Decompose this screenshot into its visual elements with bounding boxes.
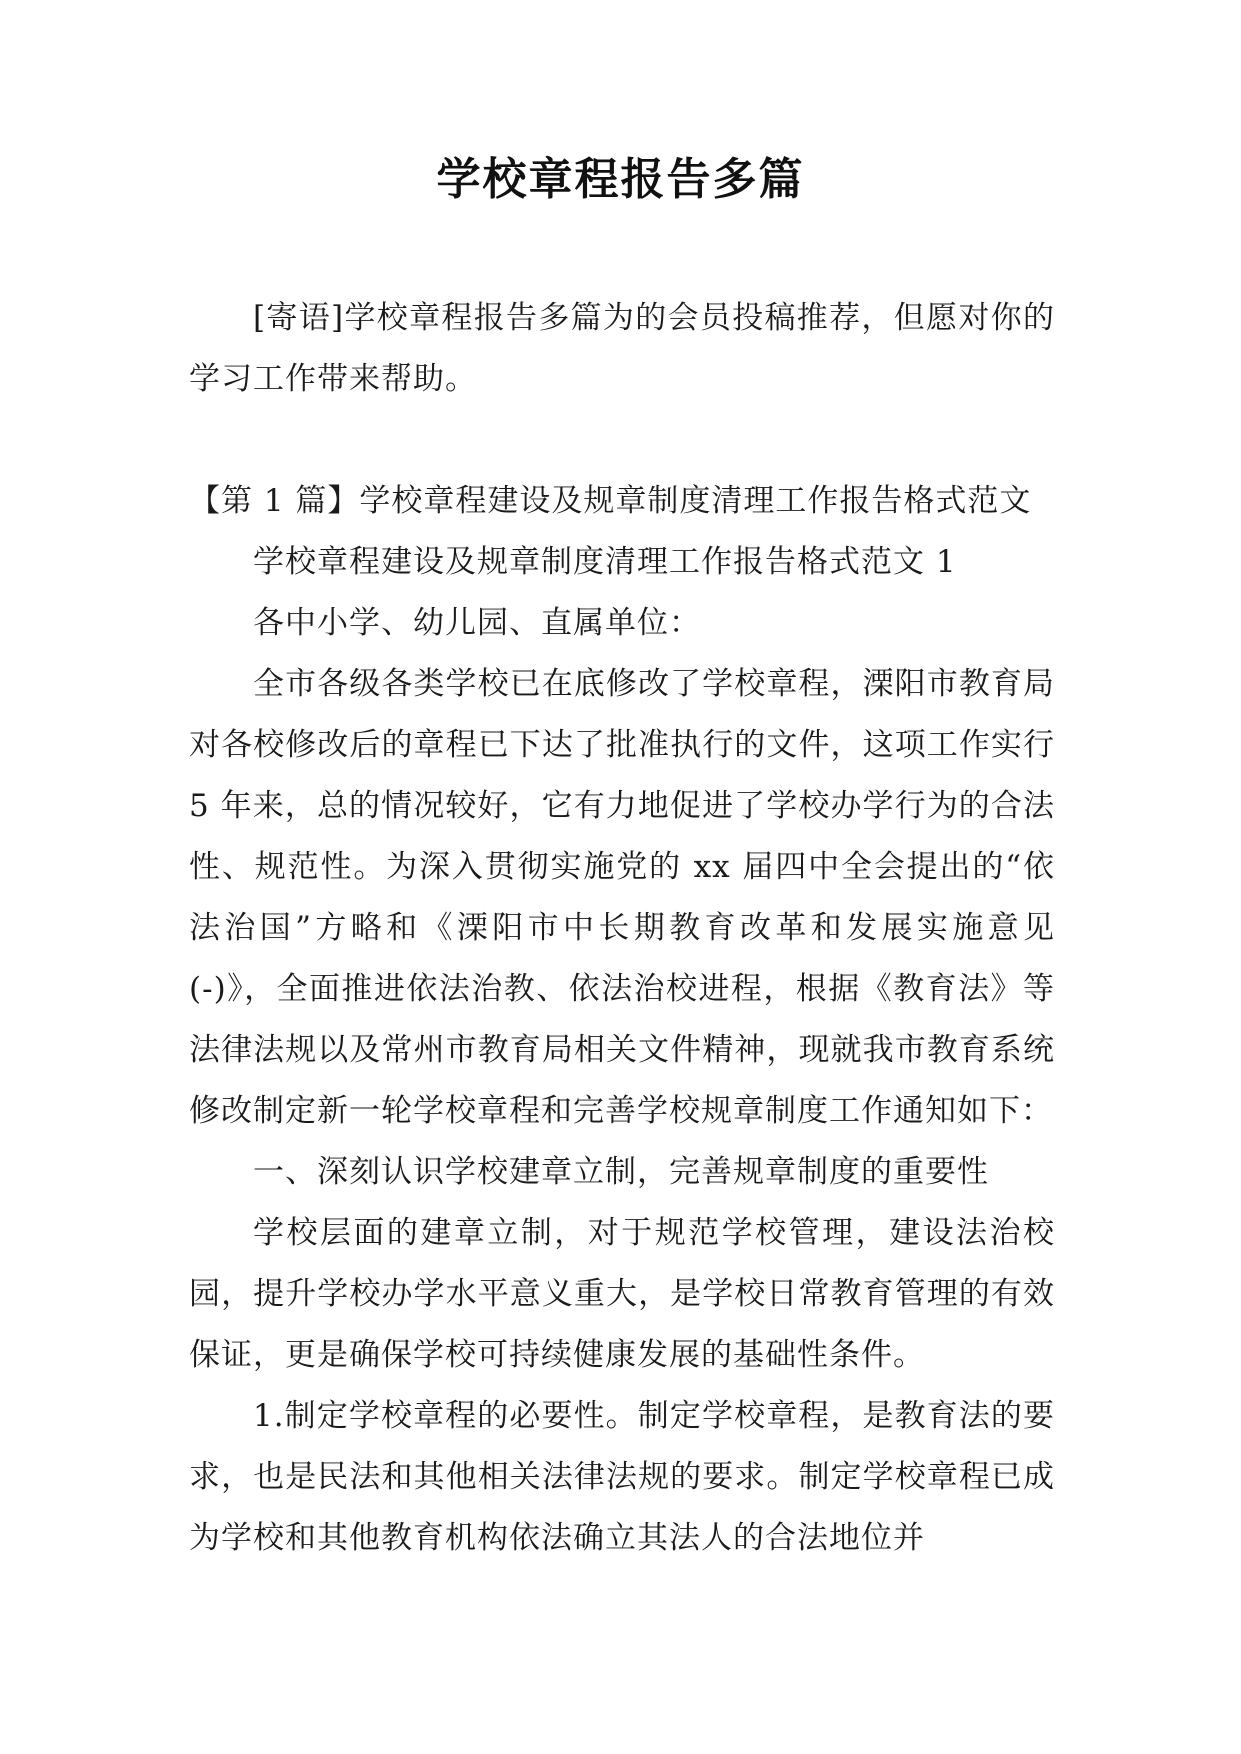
paragraph-body: 全市各级各类学校已在底修改了学校章程，溧阳市教育局对各校修改后的章程已下达了批准执行的文件，这项工作实行 5 年来，总的情况较好，它有力地促进了学校办学行为的合法性、规范性。为深入贯彻实施党的 xx 届四中全会提出的“依法治国”方略和《溧阳市中长期教育改革和发展实施意见(-)》，全面推进依法治教、依法治校进程，根据《教育法》等法律法规以及常州市教育局相关文件精神，现就我市教育系统修改制定新一轮学校章程和完善学校规章制度工作通知如下： bbox=[189, 666, 1055, 1129]
paragraph-subtitle: 学校章程建设及规章制度清理工作报告格式范文 1 bbox=[253, 544, 957, 580]
intro-paragraph: [寄语]学校章程报告多篇为的会员投稿推荐，但愿对你的学习工作带来帮助。 bbox=[189, 300, 1055, 397]
paragraph-addressee: 各中小学、幼儿园、直属单位： bbox=[253, 605, 701, 641]
document-title: 学校章程报告多篇 bbox=[436, 154, 805, 205]
paragraph-body: 学校层面的建章立制，对于规范学校管理，建设法治校园，提升学校办学水平意义重大，是学校日常教育管理的有效保证，更是确保学校可持续健康发展的基础性条件。 bbox=[189, 1215, 1055, 1373]
paragraph-heading-one: 一、深刻认识学校建章立制，完善规章制度的重要性 bbox=[253, 1154, 989, 1190]
document-body bbox=[189, 288, 1055, 1569]
section-heading: 【第 1 篇】学校章程建设及规章制度清理工作报告格式范文 bbox=[189, 483, 1032, 519]
paragraph-body: 1.制定学校章程的必要性。制定学校章程，是教育法的要求，也是民法和其他相关法律法规的要求。制定学校章程已成为学校和其他教育机构依法确立其法人的合法地位并 bbox=[189, 1398, 1055, 1556]
